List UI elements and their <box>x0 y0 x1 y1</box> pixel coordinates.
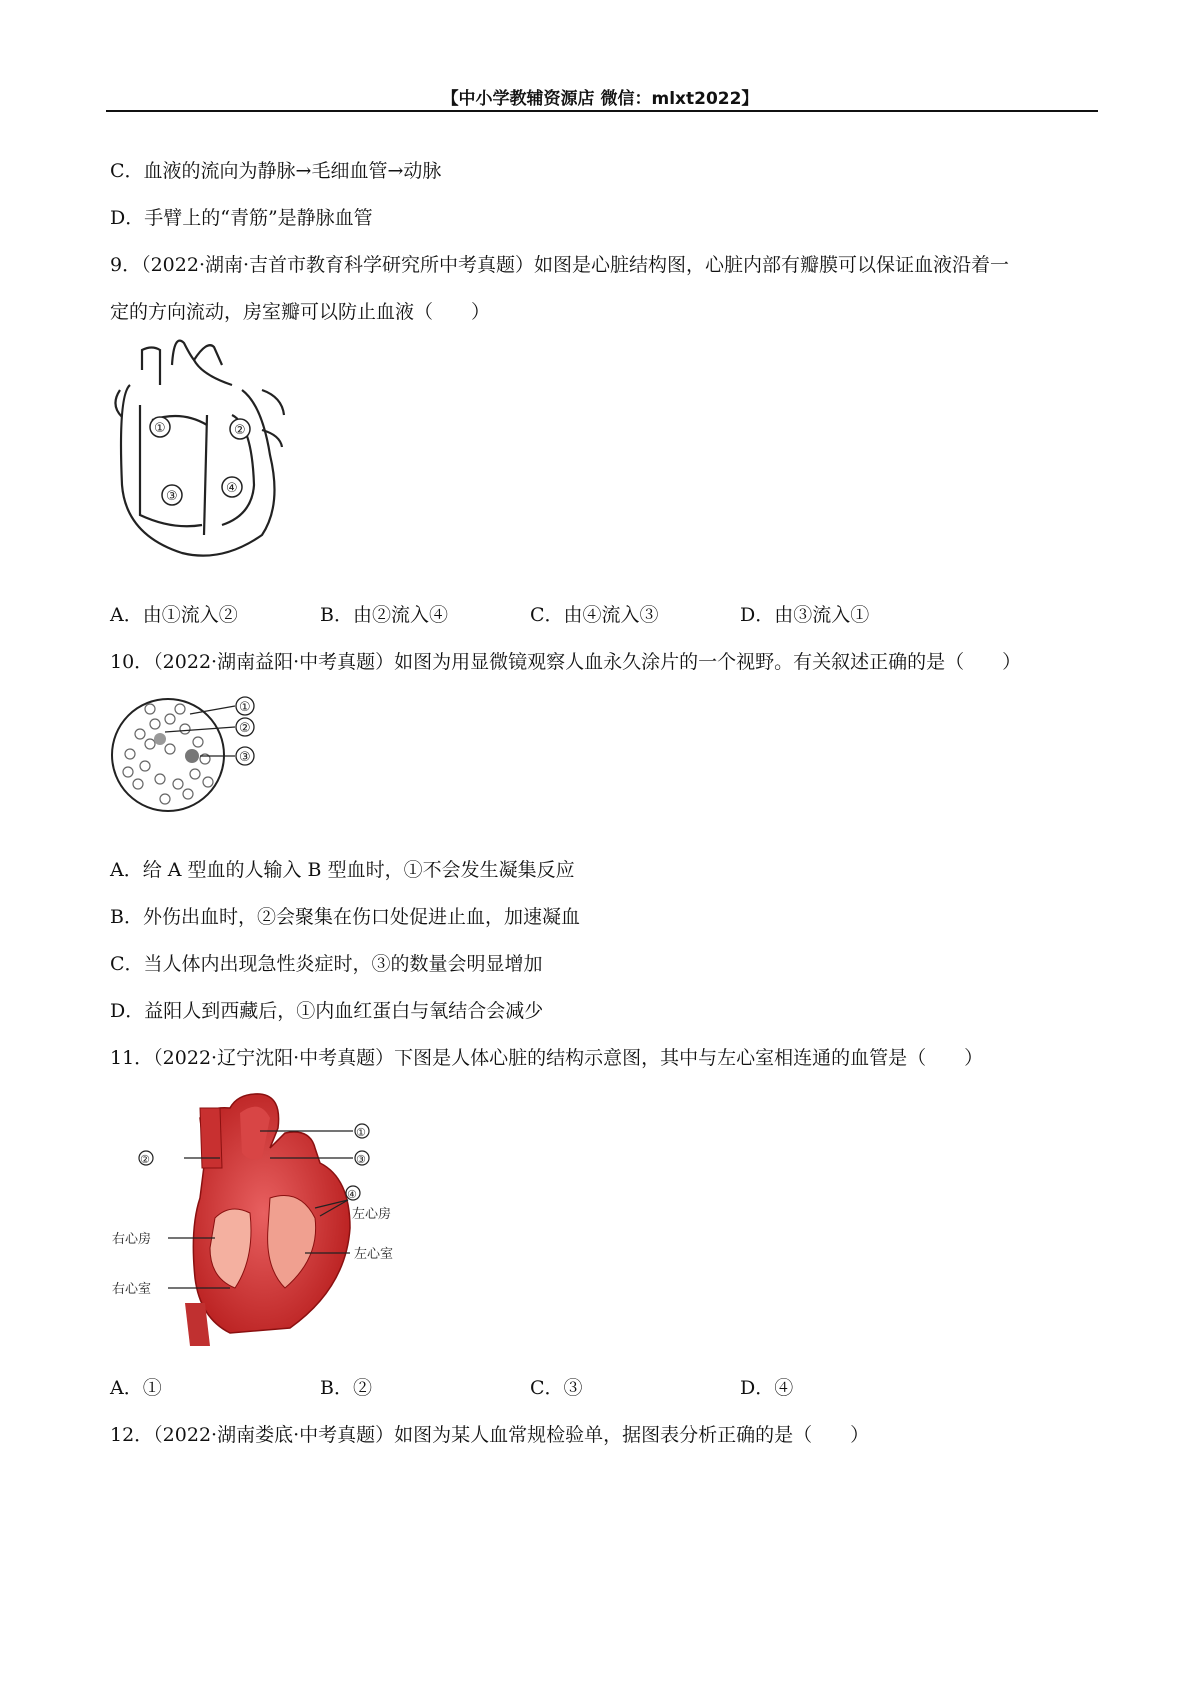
q11-option-c: C．③ <box>530 1377 583 1399</box>
q11-option-d: D．④ <box>740 1377 794 1399</box>
q10-stem: 10．（2022·湖南益阳·中考真题）如图为用显微镜观察人血永久涂片的一个视野。有关叙述正确的是（ ） <box>110 651 1022 673</box>
q11-label-left-atrium: 左心房 <box>352 1207 392 1222</box>
q10-label-3: ③ <box>239 750 251 765</box>
q11-option-b: B．② <box>320 1377 372 1399</box>
q9-label-2: ② <box>234 423 246 438</box>
q11-label-4: ④ <box>347 1188 357 1201</box>
q10-label-1: ① <box>239 700 251 715</box>
q9-stem-line1: 9．（2022·湖南·吉首市教育科学研究所中考真题）如图是心脏结构图，心脏内部有瓣膜可以保证血液沿着一 <box>110 254 1010 276</box>
q11-label-right-atrium: 右心房 <box>112 1232 152 1247</box>
q11-label-2: ② <box>140 1153 150 1166</box>
q9-heart-diagram <box>112 335 292 575</box>
q9-option-c: C．由④流入③ <box>530 604 659 626</box>
q11-label-right-ventricle: 右心室 <box>112 1282 152 1297</box>
q9-option-a: A．由①流入② <box>110 604 238 626</box>
q8-option-c: C．血液的流向为静脉→毛细血管→动脉 <box>110 160 442 182</box>
q11-label-3: ③ <box>356 1153 366 1166</box>
q9-option-d: D．由③流入① <box>740 604 870 626</box>
q9-label-4: ④ <box>226 481 238 496</box>
q10-label-2: ② <box>239 721 251 736</box>
q10-blood-smear-diagram <box>110 694 270 816</box>
q9-label-3: ③ <box>166 489 178 504</box>
q12-stem: 12．（2022·湖南娄底·中考真题）如图为某人血常规检验单，据图表分析正确的是（ ） <box>110 1424 870 1446</box>
q11-stem: 11．（2022·辽宁沈阳·中考真题）下图是人体心脏的结构示意图，其中与左心室相连通的血管是（ ） <box>110 1047 984 1069</box>
q9-option-b: B．由②流入④ <box>320 604 448 626</box>
q10-option-d: D．益阳人到西藏后，①内血红蛋白与氧结合会减少 <box>110 1000 544 1022</box>
header-divider <box>106 110 1098 112</box>
q10-option-a: A．给 A 型血的人输入 B 型血时，①不会发生凝集反应 <box>110 859 575 881</box>
q10-option-b: B．外伤出血时，②会聚集在伤口处促进止血，加速凝血 <box>110 906 580 928</box>
q11-label-1: ① <box>356 1126 366 1139</box>
page-header: 【中小学教辅资源店 微信：mlxt2022】 <box>441 89 759 109</box>
q9-stem-line2: 定的方向流动，房室瓣可以防止血液（ ） <box>110 301 491 323</box>
q11-option-a: A．① <box>110 1377 162 1399</box>
q9-label-1: ① <box>154 421 166 436</box>
q11-label-left-ventricle: 左心室 <box>354 1247 394 1262</box>
q10-option-c: C．当人体内出现急性炎症时，③的数量会明显增加 <box>110 953 543 975</box>
q11-heart-diagram <box>110 1088 450 1348</box>
q8-option-d: D．手臂上的“青筋”是静脉血管 <box>110 207 373 229</box>
